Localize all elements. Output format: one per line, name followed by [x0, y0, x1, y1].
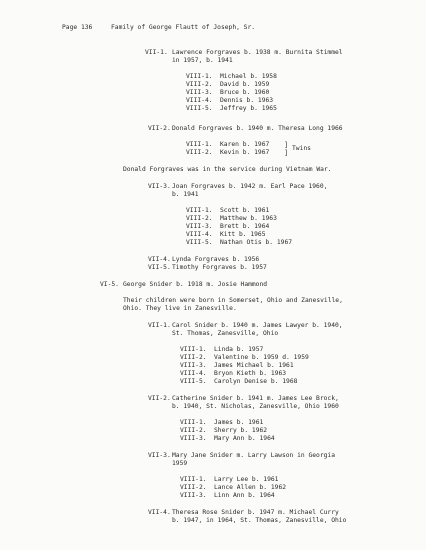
child-label: VIII-2. — [180, 354, 207, 361]
entry-text: b. 1941 — [172, 191, 199, 198]
child-label: VIII-1. — [186, 73, 213, 80]
child-text: James Michael b. 1961 — [214, 362, 294, 369]
entry-label: VII-2. — [148, 395, 171, 402]
child-text: Bryon Kieth b. 1963 — [214, 370, 287, 377]
page-number: Page 136 — [62, 24, 93, 31]
twins-bracket-top: ] — [284, 141, 289, 149]
child-label: VIII-4. — [186, 97, 213, 104]
child-label: VIII-2. — [186, 81, 213, 88]
note-text: Donald Forgraves was in the service during Vietnam War. — [123, 166, 332, 173]
entry-text: Theresa Rose Snider b. 1947 m. Michael Curry — [172, 509, 339, 516]
child-label: VIII-3. — [180, 435, 207, 442]
child-text: Larry Lee b. 1961 — [214, 476, 279, 483]
child-label: VIII-3. — [180, 362, 207, 369]
child-label: VIII-2. — [186, 149, 213, 156]
child-text: James b. 1961 — [214, 419, 264, 426]
child-text: Valentine b. 1959 d. 1959 — [214, 354, 309, 361]
child-label: VIII-5. — [180, 378, 207, 385]
entry-label: VII-5. — [148, 264, 171, 271]
child-text: Linn Ann b. 1964 — [214, 492, 275, 499]
twins-note: Twins — [292, 145, 311, 152]
entry-text: Timothy Forgraves b. 1957 — [172, 264, 267, 271]
child-text: Matthew b. 1963 — [220, 215, 277, 222]
child-label: VIII-3. — [186, 89, 213, 96]
child-text: Karen b. 1967 — [220, 141, 270, 148]
child-text: Nathan Otis b. 1967 — [220, 239, 293, 246]
entry-text: Catherine Snider b. 1941 m. James Lee Brock, — [172, 395, 339, 402]
child-label: VIII-3. — [180, 492, 207, 499]
child-text: Lance Allen b. 1962 — [214, 484, 287, 491]
child-text: David b. 1959 — [220, 81, 270, 88]
entry-label: VII-1. — [148, 322, 171, 329]
child-label: VIII-1. — [180, 419, 207, 426]
child-label: VIII-1. — [180, 476, 207, 483]
child-text: Mary Ann b. 1964 — [214, 435, 275, 442]
entry-text: Lawrence Forgraves b. 1938 m. Burnita Stimmel — [172, 49, 343, 56]
entry-text: b. 1947, in 1964, St. Thomas, Zanesville, Ohio — [172, 517, 347, 524]
child-text: Michael b. 1958 — [220, 73, 277, 80]
child-text: Linda b. 1957 — [214, 346, 264, 353]
entry-text: Donald Forgraves b. 1940 m. Theresa Long 1966 — [172, 125, 343, 132]
child-text: Sherry b. 1962 — [214, 427, 268, 434]
entry-label: VII-4. — [148, 509, 171, 516]
entry-label: VII-4. — [148, 256, 171, 263]
child-text: Bruce b. 1960 — [220, 89, 270, 96]
entry-text: 1959 — [172, 460, 188, 467]
entry-label: VII-2. — [148, 125, 171, 132]
child-text: Jeffrey b. 1965 — [220, 105, 277, 112]
child-label: VIII-1. — [186, 207, 213, 214]
entry-text: Mary Jane Snider m. Larry Lawson in Georgia — [172, 452, 336, 459]
child-text: Dennis b. 1963 — [220, 97, 274, 104]
child-label: VIII-4. — [180, 370, 207, 377]
entry-label: VII-1. — [145, 49, 168, 56]
entry-text: b. 1940, St. Nicholas, Zanesville, Ohio 1960 — [172, 403, 339, 410]
child-text: Scott b. 1961 — [220, 207, 270, 214]
paragraph-text: Their children were born in Somerset, Ohio and Zanesville, — [123, 297, 343, 304]
entry-text: Lynda Forgraves b. 1956 — [172, 256, 260, 263]
child-label: VIII-2. — [180, 484, 207, 491]
page-header-title: Family of George Flautt of Joseph, Sr. — [111, 24, 256, 31]
twins-bracket-bottom: ] — [284, 149, 289, 157]
generation-text: George Snider b. 1918 m. Josie Hammond — [123, 281, 268, 288]
child-text: Brett b. 1964 — [220, 223, 270, 230]
child-label: VIII-1. — [186, 141, 213, 148]
paragraph-text: Ohio. They live in Zanesville. — [123, 305, 237, 312]
entry-text: Carol Snider b. 1940 m. James Lawyer b. 1940, — [172, 322, 343, 329]
entry-label: VII-3. — [148, 183, 171, 190]
child-text: Carolyn Denise b. 1968 — [214, 378, 298, 385]
child-label: VIII-2. — [180, 427, 207, 434]
entry-label: VII-3. — [148, 452, 171, 459]
child-label: VIII-5. — [186, 105, 213, 112]
entry-text: Joan Forgraves b. 1942 m. Earl Pace 1960, — [172, 183, 328, 190]
child-label: VIII-2. — [186, 215, 213, 222]
child-label: VIII-1. — [180, 346, 207, 353]
child-label: VIII-5. — [186, 239, 213, 246]
child-label: VIII-4. — [186, 231, 213, 238]
entry-text: in 1957, b. 1941 — [172, 57, 233, 64]
child-text: Kitt b. 1965 — [220, 231, 266, 238]
child-label: VIII-3. — [186, 223, 213, 230]
child-text: Kevin b. 1967 — [220, 149, 270, 156]
entry-text: St. Thomas, Zanesville, Ohio — [172, 330, 279, 337]
generation-label: VI-5. — [100, 281, 119, 288]
